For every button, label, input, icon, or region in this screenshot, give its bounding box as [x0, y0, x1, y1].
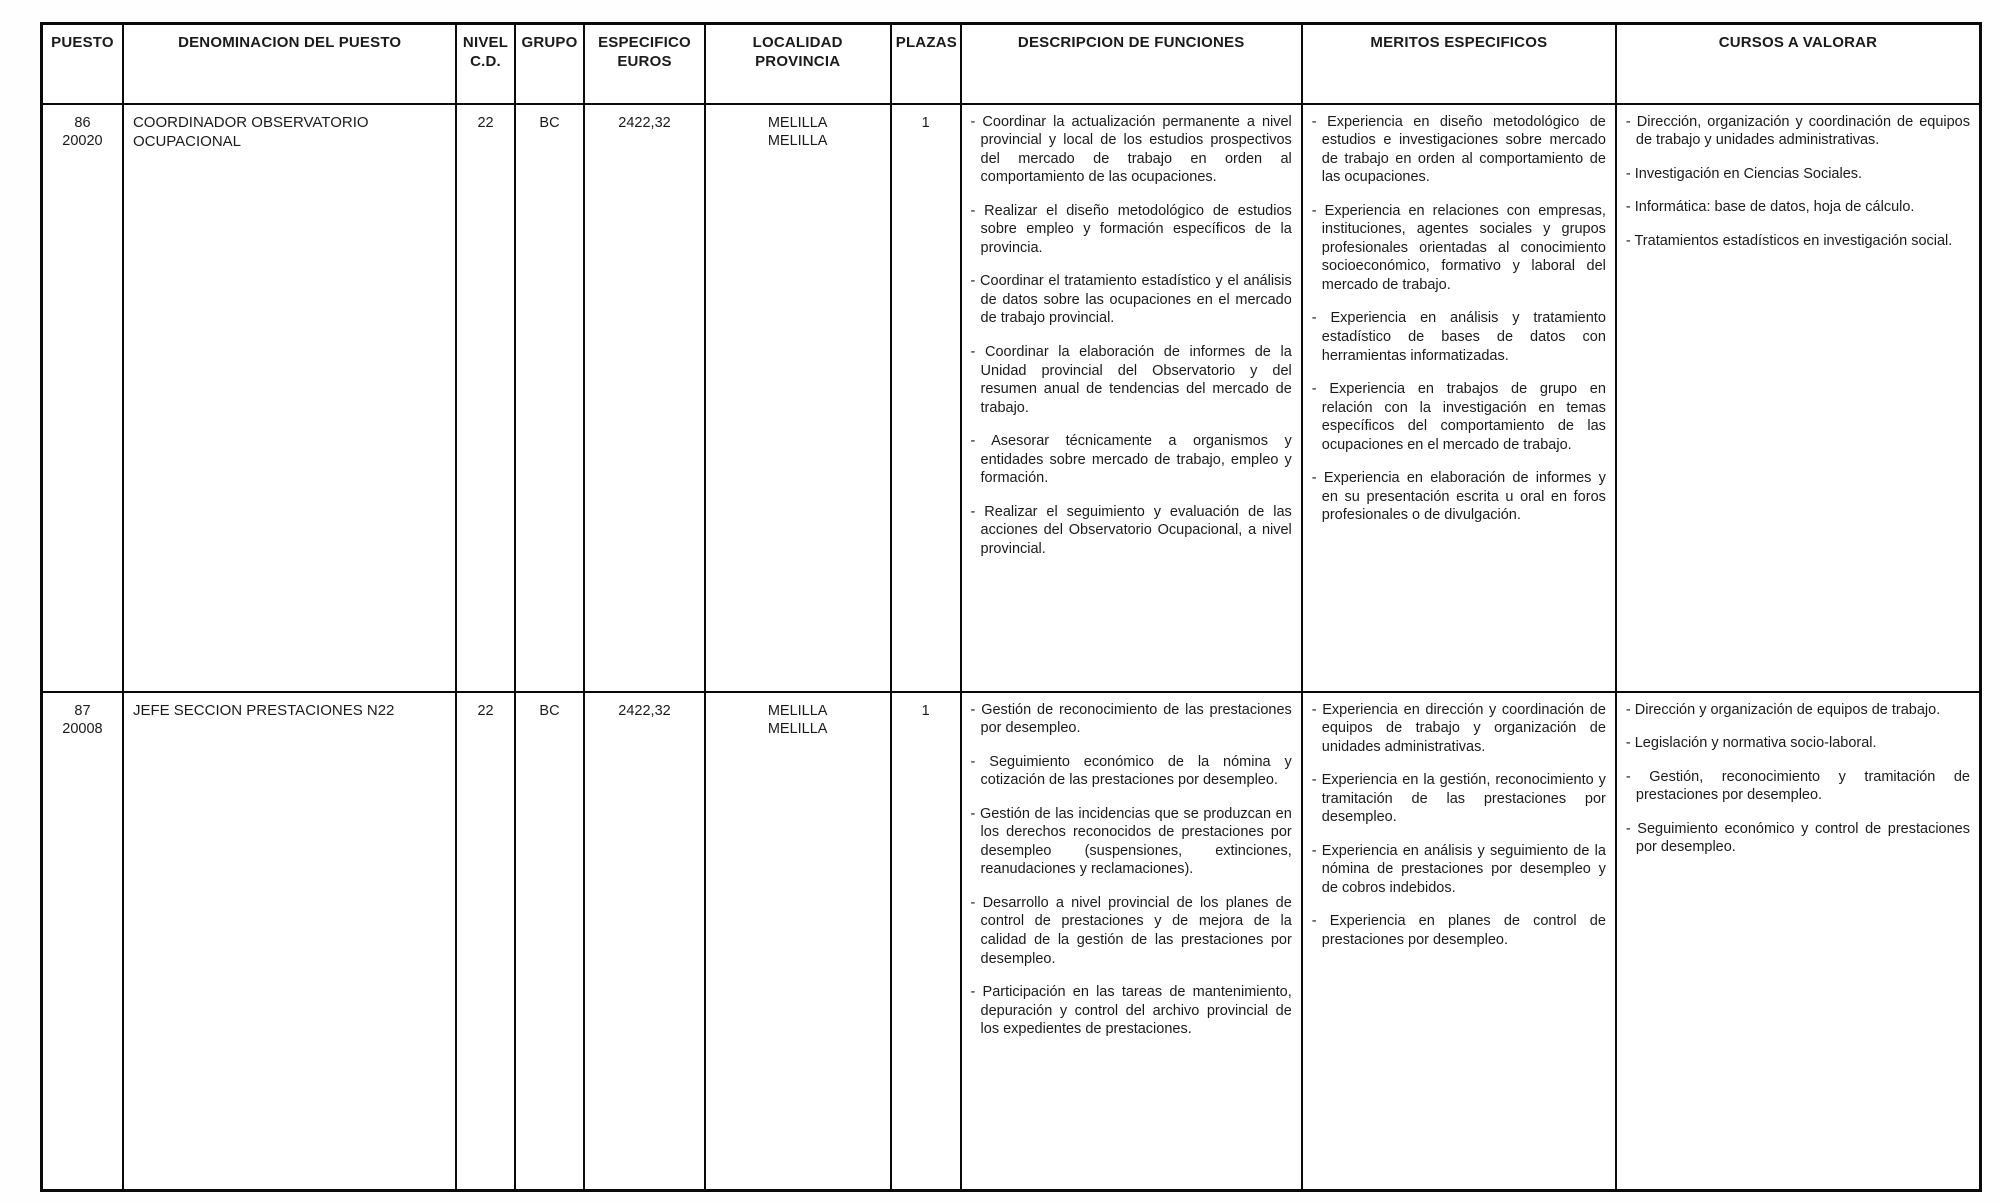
cell-grupo	[515, 104, 585, 692]
col-header-meritos	[1302, 24, 1616, 104]
header-label: DENOMINACION DEL PUESTO	[178, 34, 402, 51]
cell-localidad	[705, 104, 891, 692]
list-item: - Dirección, organización y coordinación de equipos de trabajo y unidades administrativas.	[1625, 113, 1970, 149]
grupo-value: BC	[539, 702, 560, 719]
col-header-cursos	[1616, 24, 1981, 104]
job-postings-table	[40, 22, 1982, 1192]
plazas-value: 1	[921, 702, 930, 719]
list-item: - Experiencia en análisis y seguimiento de la nómina de prestaciones por desempleo y de cobros indebidos.	[1311, 842, 1606, 896]
col-header-localidad	[705, 24, 891, 104]
list-item: - Experiencia en análisis y tratamiento estadístico de bases de datos con herramientas informatizadas.	[1311, 310, 1606, 364]
cell-puesto	[42, 692, 123, 1191]
header-label: CURSOS A VALORAR	[1718, 34, 1878, 51]
list-item: - Realizar el seguimiento y evaluación de las acciones del Observatorio Ocupacional, a nivel provincial.	[970, 503, 1292, 557]
cell-especifico	[584, 692, 704, 1191]
list-item: - Coordinar la elaboración de informes de la Unidad provincial del Observatorio y del resumen anual de tendencias del mercado de trabajo.	[970, 343, 1292, 416]
list-item: - Asesorar técnicamente a organismos y entidades sobre mercado de trabajo, empleo y formación.	[970, 433, 1292, 487]
cell-especifico	[584, 104, 704, 692]
especifico-value: 2422,32	[618, 702, 671, 719]
header-label: PROVINCIA	[755, 52, 841, 70]
plazas-value: 1	[921, 114, 930, 131]
header-label: MERITOS ESPECIFICOS	[1370, 34, 1548, 51]
cell-denominacion	[123, 104, 457, 692]
col-header-especifico	[584, 24, 704, 104]
grupo-value: BC	[539, 114, 560, 131]
col-header-puesto	[42, 24, 123, 104]
list-item: - Experiencia en elaboración de informes y en su presentación escrita u oral en foros profesionales o de divulgación.	[1311, 470, 1606, 524]
localidad-value: MELILLA	[767, 702, 828, 719]
puesto-code: 20020	[62, 133, 103, 150]
col-header-nivel	[456, 24, 514, 104]
list-item: - Informática: base de datos, hoja de cálculo.	[1625, 199, 1915, 216]
col-header-descripcion	[961, 24, 1302, 104]
nivel-value: 22	[477, 702, 494, 719]
cell-cursos	[1616, 104, 1981, 692]
list-item: - Coordinar el tratamiento estadístico y el análisis de datos sobre las ocupaciones en el mercado de trabajo provincial.	[970, 273, 1292, 327]
cell-meritos	[1302, 692, 1616, 1191]
header-label: ESPECIFICO	[598, 34, 691, 51]
list-item: - Seguimiento económico de la nómina y cotización de las prestaciones por desempleo.	[970, 753, 1292, 789]
nivel-value: 22	[477, 114, 494, 131]
provincia-value: MELILLA	[767, 133, 828, 150]
cell-denominacion	[123, 692, 457, 1191]
denominacion-text: JEFE SECCION PRESTACIONES N22	[132, 701, 395, 719]
cell-nivel	[456, 104, 514, 692]
list-item: - Realizar el diseño metodológico de estudios sobre empleo y formación específicos de la provincia.	[970, 202, 1292, 256]
list-item: - Experiencia en planes de control de prestaciones por desempleo.	[1311, 913, 1606, 948]
localidad-value: MELILLA	[767, 114, 828, 131]
header-label: EUROS	[617, 52, 672, 70]
table-row	[42, 104, 1981, 692]
header-label: C.D.	[470, 52, 501, 70]
list-item: - Legislación y normativa socio-laboral.	[1625, 735, 1877, 752]
especifico-value: 2422,32	[618, 114, 671, 131]
col-header-plazas	[891, 24, 961, 104]
table-header-row	[42, 24, 1981, 104]
list-item: - Coordinar la actualización permanente a nivel provincial y local de los estudios prospectivos del mercado de trabajo en orden al comportamiento de las ocupaciones.	[970, 113, 1292, 186]
list-item: - Gestión, reconocimiento y tramitación de prestaciones por desempleo.	[1625, 768, 1970, 804]
header-label: PUESTO	[51, 34, 114, 51]
col-header-grupo	[515, 24, 585, 104]
list-item: - Tratamientos estadísticos en investigación social.	[1625, 232, 1953, 249]
list-item: - Experiencia en trabajos de grupo en relación con la investigación en temas específicos del comportamiento de las ocupaciones en el mercado de trabajo.	[1311, 381, 1606, 453]
cell-funciones	[961, 692, 1302, 1191]
list-item: - Experiencia en diseño metodológico de estudios e investigaciones sobre mercado de trabajo en orden al comportamiento de las ocupaciones.	[1311, 113, 1606, 186]
list-item: - Seguimiento económico y control de prestaciones por desempleo.	[1625, 820, 1970, 856]
list-item: - Participación en las tareas de mantenimiento, depuración y control del archivo provincial de los expedientes de prestaciones.	[970, 984, 1292, 1038]
header-label: PLAZAS	[895, 34, 957, 51]
cell-plazas	[891, 104, 961, 692]
denominacion-text: COORDINADOR OBSERVATORIO OCUPACIONAL	[132, 113, 369, 150]
header-label: DESCRIPCION DE FUNCIONES	[1017, 34, 1245, 51]
header-label: GRUPO	[521, 34, 578, 51]
header-label: NIVEL	[462, 34, 509, 51]
puesto-number: 86	[74, 114, 91, 131]
puesto-number: 87	[74, 702, 91, 719]
cell-funciones	[961, 104, 1302, 692]
list-item: - Desarrollo a nivel provincial de los planes de control de prestaciones y de mejora de la calidad de la gestión de las prestaciones por desempleo.	[970, 894, 1292, 967]
cell-puesto	[42, 104, 123, 692]
cell-cursos	[1616, 692, 1981, 1191]
provincia-value: MELILLA	[767, 721, 828, 738]
cell-plazas	[891, 692, 961, 1191]
list-item: - Gestión de las incidencias que se produzcan en los derechos reconocidos de prestaciones por desempleo (suspensiones, extinciones, reanudaciones y reclamaciones).	[970, 805, 1292, 878]
header-label: LOCALIDAD	[752, 34, 843, 51]
list-item: - Experiencia en dirección y coordinación de equipos de trabajo y organización de unidades administrativas.	[1311, 701, 1606, 755]
col-header-denominacion	[123, 24, 457, 104]
list-item: - Gestión de reconocimiento de las prestaciones por desempleo.	[970, 701, 1292, 737]
cell-localidad	[705, 692, 891, 1191]
list-item: - Experiencia en la gestión, reconocimiento y tramitación de las prestaciones por desempleo.	[1311, 772, 1606, 826]
list-item: - Experiencia en relaciones con empresas, instituciones, agentes sociales y grupos profesionales orientadas al conocimiento socioeconómico, formativo y laboral del mercado de trabajo.	[1311, 202, 1606, 293]
cell-meritos	[1302, 104, 1616, 692]
list-item: - Dirección y organización de equipos de trabajo.	[1625, 701, 1941, 718]
cell-grupo	[515, 692, 585, 1191]
list-item: - Investigación en Ciencias Sociales.	[1625, 165, 1863, 182]
puesto-code: 20008	[62, 721, 103, 738]
cell-nivel	[456, 692, 514, 1191]
table-row	[42, 692, 1981, 1191]
